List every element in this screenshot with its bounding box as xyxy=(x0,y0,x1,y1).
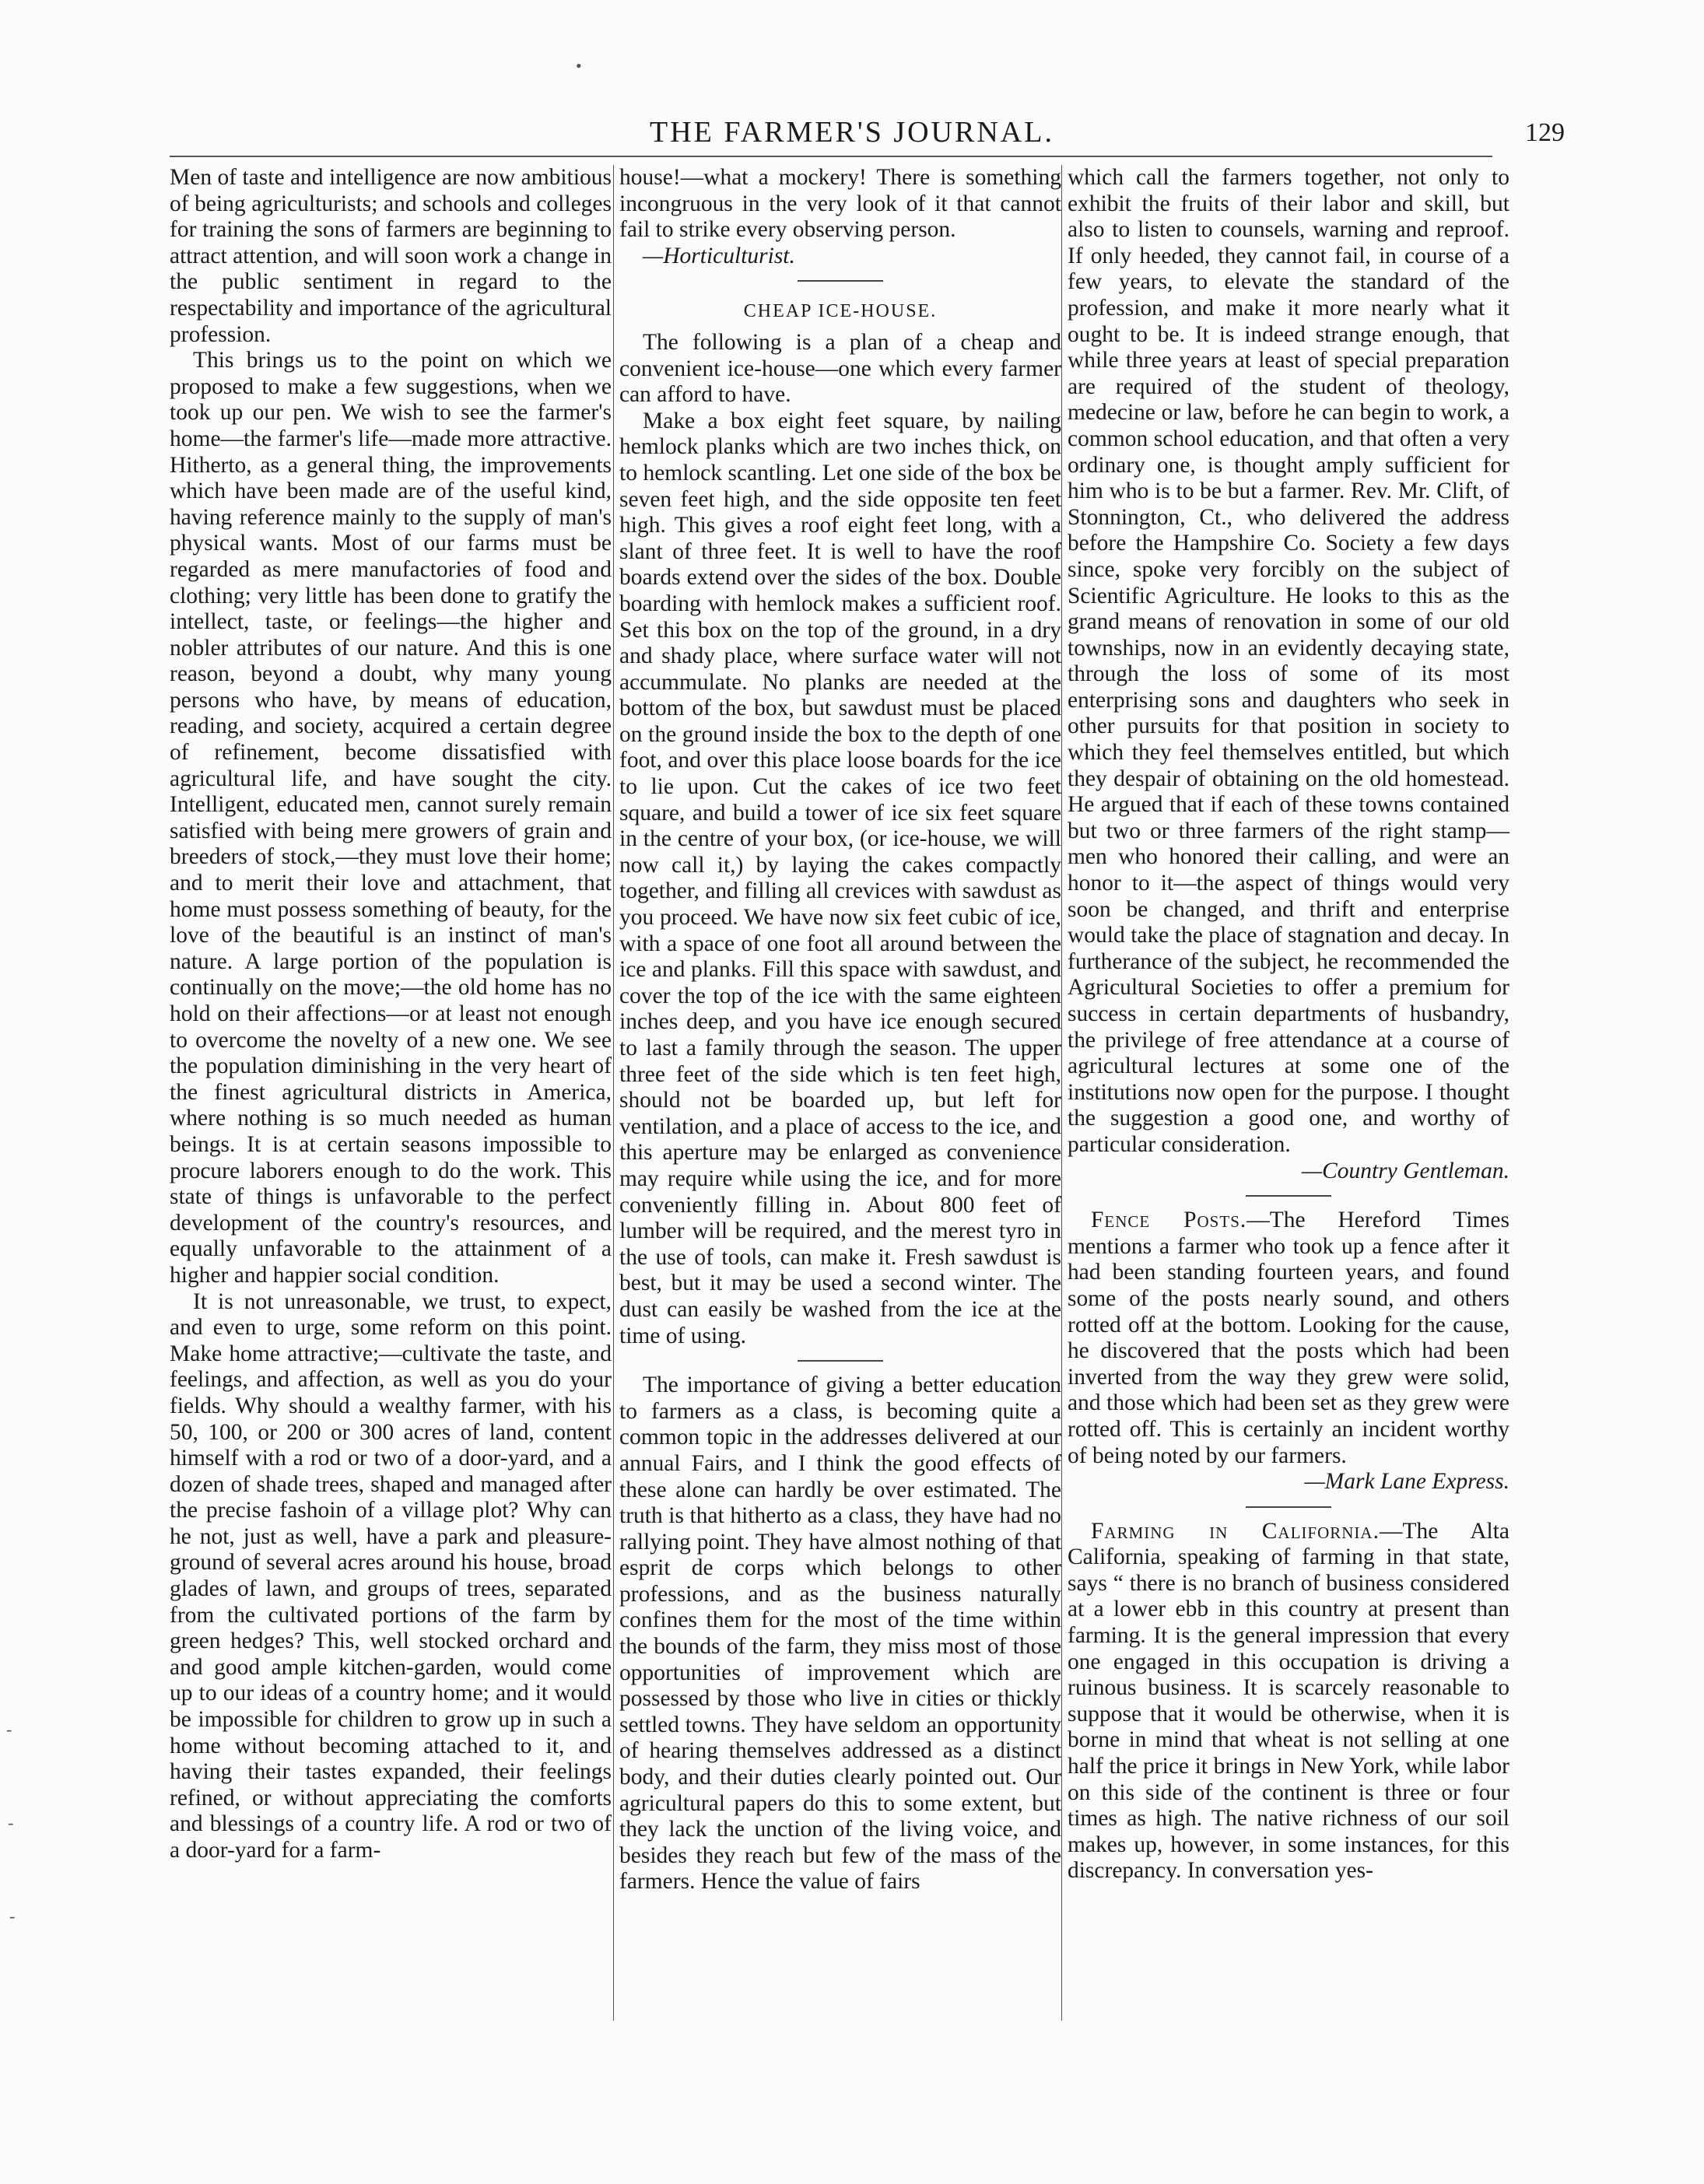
running-title: THE FARMER'S JOURNAL. xyxy=(650,116,1054,149)
column-divider xyxy=(613,165,614,2021)
article-paragraph: Make a box eight feet square, by nailing hemlock planks which are two inches thick, on to hemlock scantling. Let one side of the box be seven feet high, and the side opposite ten feet high. This gives a roof eight feet long, with a slant of three feet. It is well to have the roof boards extend over the sides of the box. Double boarding with hemlock makes a sufficient roof. Set this box on the top of the ground, in a dry and shady place, where surface water will not accummulate. No planks are needed at the bottom of the box, but sawdust must be placed on the ground inside the box to the depth of one foot, and over this place loose boards for the ice to lie upon. Cut the cakes of ice two feet square, and build a tower of ice six feet square in the centre of your box, (or ice-house, we will now call it,) by laying the cakes compactly together, and filling all crevices with sawdust as you proceed. We have now six feet cubic of ice, with a space of one foot all around between the ice and planks. Fill this space with sawdust, and cover the top of the ice with the same eighteen inches deep, and you have ice enough secured to last a family through the season. The upper three feet of the side which is ten feet high, should not be boarded up, but left for ventilation, and a place of access to the ice, and this aperture may be enlarged as convenience may require while using the ice, and for more conveniently filling in. About 800 feet of lumber will be required, and the merest tyro in the use of tools, can make it. Fresh sawdust is best, but it may be used a second winter. The dust can easily be washed from the ice at the time of using. xyxy=(619,408,1061,1348)
column-divider xyxy=(1061,165,1062,2021)
article-paragraph: house!—what a mockery! There is something incongruous in the very look of it that cannot fail to strike every observing person. xyxy=(619,165,1061,243)
column-one xyxy=(170,165,612,1864)
section-divider xyxy=(1246,1506,1331,1508)
margin-mark: - xyxy=(9,1906,16,1926)
section-divider xyxy=(798,280,883,282)
article-body: —The Alta California, speaking of farming in that state, says “ there is no branch of business considered at a lower ebb in this country at present than farming. It is the general impression that every one engaged in this occupation is driving a ruinous business. It is scarcely reasonable to suppose that it would be otherwise, when it is borne in mind that wheat is not selling at one half the price it brings in New York, while labor on this side of the continent is three or four times as high. The native richness of our soil makes up, however, in some instances, for this discrepancy. In conversation yes- xyxy=(1068,1518,1509,1884)
article-lead: Fence Posts. xyxy=(1091,1208,1247,1233)
margin-mark: - xyxy=(8,1813,14,1832)
article-heading: CHEAP ICE-HOUSE. xyxy=(743,301,938,322)
section-divider xyxy=(798,1360,883,1362)
article-source: —Mark Lane Express. xyxy=(1304,1469,1509,1495)
article-paragraph: This brings us to the point on which we proposed to make a few suggestions, when we took up our pen. We wish to see the farmer's home—the farmer's life—made more attractive. Hitherto, as a general thing, the improvements which have been made are of the useful kind, having reference mainly to the supply of man's physical wants. Most of our farms must be regarded as mere manufactories of food and clothing; very little has been done to gratify the intellect, taste, or feelings—the higher and nobler attributes of our nature. And this is one reason, beyond a doubt, why many young persons who have, by means of education, reading, and society, acquired a certain degree of refinement, become dissatisfied with agricultural life, and have sought the city. Intelligent, educated men, cannot surely remain satisfied with being mere growers of grain and breeders of stock,—they must love their home; and to merit their love and attachment, that home must possess something of beauty, for the love of the beautiful is an instinct of man's nature. A large portion of the population is continually on the move;—the old home has no hold on their affections—or at least not enough to overcome the novelty of a new one. We see the population diminishing in the very heart of the finest agricultural districts in America, where nothing is so much needed as human beings. It is at certain seasons impossible to procure laborers enough to do the work. This state of things is unfavorable to the perfect development of the country's resources, and equally unfavorable to the attainment of a higher and happier social condition. xyxy=(170,348,612,1288)
column-three xyxy=(1068,165,1509,1884)
header-rule xyxy=(170,156,1492,157)
article-paragraph xyxy=(1068,1519,1509,1884)
page-number: 129 xyxy=(1525,118,1565,147)
article-paragraph: which call the farmers together, not only to exhibit the fruits of their labor and skill, but also to listen to counsels, warning and reproof. If only heeded, they cannot fail, in course of a few years, to elevate the standard of the profession, and make it more nearly what it ought to be. It is indeed strange enough, that while three years at least of special preparation are required of the student of theology, medecine or law, before he can begin to work, a common school education, and that often a very ordinary one, is thought amply sufficient for him who is to be but a farmer. Rev. Mr. Clift, of Stonnington, Ct., who delivered the address before the Hampshire Co. Society a few days since, spoke very forcibly on the subject of Scientific Agriculture. He looks to this as the grand means of renovation in some of our old townships, now in an evidently decaying state, through the loss of some of its most enterprising sons and daughters who seek in other pursuits for that position in society to which they feel themselves entitled, but which they despair of obtaining on the old homestead. He argued that if each of these towns contained but two or three farmers of the right stamp—men who honored their calling, and were an honor to it—the aspect of things would very soon be changed, and thrift and enterprise would take the place of stagnation and decay. In furtherance of the subject, he recommended the Agricultural Societies to offer a premium for success in certain departments of husbandry, the privilege of free attendance at a course of agricultural lectures at some one of the institutions now open for the purpose. I thought the suggestion a good one, and worthy of particular consideration. xyxy=(1068,165,1509,1157)
article-paragraph xyxy=(1068,1208,1509,1469)
article-paragraph: The importance of giving a better education to farmers as a class, is becoming quite a common topic in the addresses delivered at our annual Fairs, and I think the good effects of these alone can hardly be over estimated. The truth is that hitherto as a class, they have had no rallying point. They have almost nothing of that esprit de corps which belongs to other professions, and as the business naturally confines them for the most of the time within the bounds of the farm, they miss most of those opportunities of improvement which are possessed by those who live in cities or thickly settled towns. They have seldom an opportunity of hearing themselves addressed as a distinct body, and their duties clearly pointed out. Our agricultural papers do this to some extent, but they lack the unction of the living voice, and besides they reach but few of the mass of the farmers. Hence the value of fairs xyxy=(619,1372,1061,1895)
article-body: —The Hereford Times mentions a farmer who took up a fence after it had been standing fourteen years, and found some of the posts nearly sound, and others rotted off at the bottom. Looking for the cause, he discovered that the posts which had been inverted from the way they grew were solid, and those which had been set as they grew were rotted off. This is certainly an incident worthy of being noted by our farmers. xyxy=(1068,1208,1509,1468)
article-paragraph: The following is a plan of a cheap and convenient ice-house—one which every farmer can afford to have. xyxy=(619,329,1061,408)
ink-mark: • xyxy=(576,56,582,75)
article-paragraph: Men of taste and intelligence are now ambitious of being agriculturists; and schools and colleges for training the sons of farmers are beginning to attract attention, and will soon work a change in the public sentiment in regard to the respectability and importance of the agricultural profession. xyxy=(170,165,612,347)
section-divider xyxy=(1246,1195,1331,1197)
article-source: —Horticulturist. xyxy=(643,243,795,268)
margin-mark: - xyxy=(6,1720,12,1739)
article-source: —Country Gentleman. xyxy=(1301,1158,1509,1183)
article-paragraph: It is not unreasonable, we trust, to expect, and even to urge, some reform on this point. Make home attractive;—cultivate the taste, and feelings, and affection, as well as you do your fields. Why should a wealthy farmer, with his 50, 100, or 200 or 300 acres of land, content himself with a rod or two of a door-yard, and a dozen of shade trees, shaped and managed after the precise fashoin of a village plot? Why can he not, just as well, have a park and pleasure-ground of several acres around his house, broad glades of lawn, and groups of trees, separated from the cultivated portions of the farm by green hedges? This, well stocked orchard and and good ample kitchen-garden, would come up to our ideas of a country home; and it would be impossible for children to grow up in such a home without becoming attached to it, and having their tastes expanded, their feelings refined, or without appreciating the comforts and blessings of a country life. A rod or two of a door-yard for a farm- xyxy=(170,1288,612,1863)
article-lead: Farming in California. xyxy=(1091,1518,1380,1544)
column-two xyxy=(619,165,1061,1895)
